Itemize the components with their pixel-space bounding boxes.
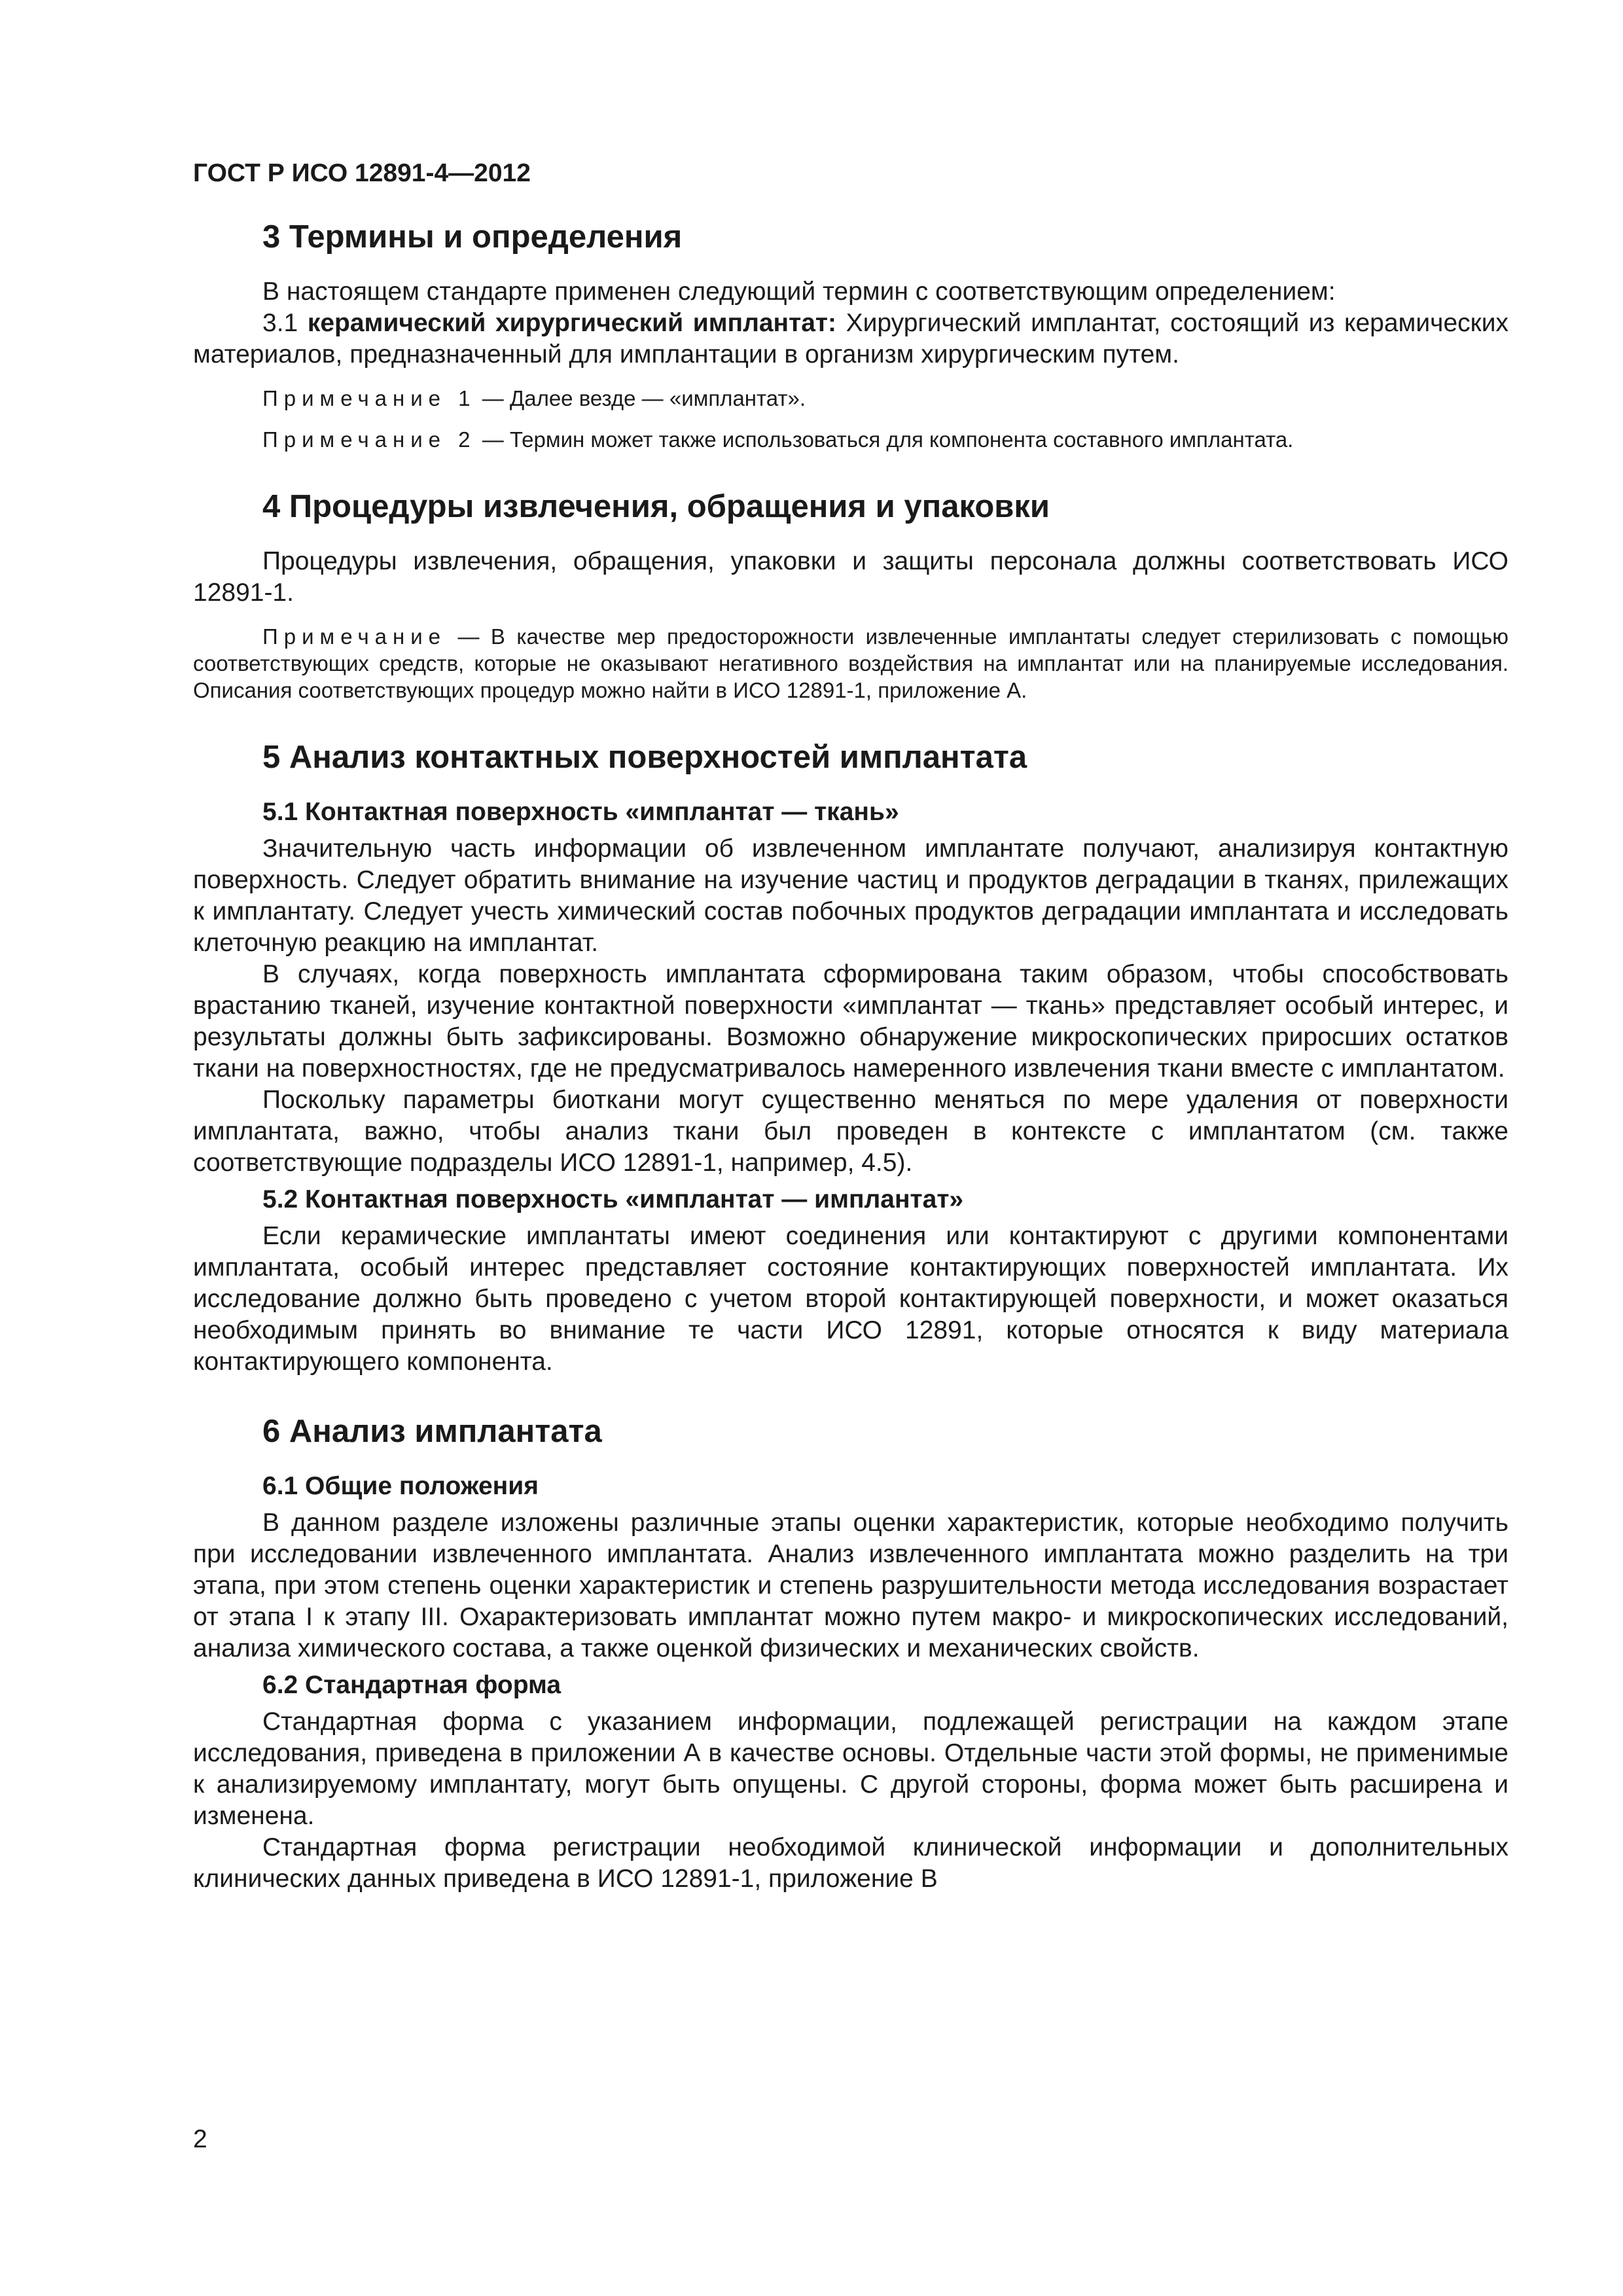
subsection-5-2-title: 5.2 Контактная поверхность «имплантат — имплантат» [262,1185,964,1213]
document-header: ГОСТ Р ИСО 12891-4—2012 [193,159,531,187]
note-1 [193,385,1508,412]
note-1-label: Примечание 1 [262,386,476,410]
section-5-title: 5 Анализ контактных поверхностей имплантата [262,740,1027,775]
section-4-paragraph: Процедуры извлечения, обращения, упаковки и защиты персонала должны соответствовать ИСО 12891-1. [193,547,1508,607]
section-3-title: 3 Термины и определения [262,219,683,255]
section-4-note [193,623,1508,704]
section-4-title: 4 Процедуры извлечения, обращения и упаковки [262,489,1050,524]
definition-number: 3.1 [262,309,298,337]
subsection-5-1-paragraph-2: В случаях, когда поверхность имплантата сформирована таким образом, чтобы способствовать врастанию тканей, изучение контактной поверхности «имплантат — ткань» представляет особый интерес, и результаты должны быть зафиксированы. Возможно обнаружение микроскопических приросших остатков ткани на поверхностностях, где не предусматривалось намеренного извлечения ткани вместе с имплантатом. [193,960,1508,1083]
definition-text: Хирургический имплантат, состоящий из керамических материалов, предназначенный для имплантации в организм хирургическим путем. [193,309,1508,368]
definition-term: керамический хирургический имплантат: [307,309,836,337]
subsection-6-2-paragraph-2: Стандартная форма регистрации необходимой клинической информации и дополнительных клинических данных приведена в ИСО 12891-1, приложение В [193,1833,1508,1893]
note-2 [193,426,1508,453]
subsection-5-1-title: 5.1 Контактная поверхность «имплантат — ткань» [262,798,899,826]
subsection-6-2-paragraph-1: Стандартная форма с указанием информации, подлежащей регистрации на каждом этапе исследования, приведена в приложении А в качестве основы. Отдельные части этой формы, не применимые к анализируемому имплантату, могут быть опущены. С другой стороны, форма может быть расширена и изменена. [193,1708,1508,1830]
section-3-intro: В настоящем стандарте применен следующий термин с соответствующим определением: [262,278,1336,306]
section-4-note-text: — В качестве мер предосторожности извлеченные имплантаты следует стерилизовать с помощью соответствующих средств, которые не оказывают негативного воздействия на имплантат или на планируемые исследования. Описания соответствующих процедур можно найти в ИСО 12891-1, приложение А. [193,624,1508,702]
note-2-label: Примечание 2 [262,427,476,452]
definition-3-1 [193,308,1508,370]
subsection-5-1-paragraph-1: Значительную часть информации об извлеченном имплантате получают, анализируя контактную поверхность. Следует обратить внимание на изучение частиц и продуктов деградации в тканях, прилежащих к имплантату. Следует учесть химический состав побочных продуктов деградации имплантата и исследовать клеточную реакцию на имплантат. [193,834,1508,957]
note-2-text: — Термин может также использоваться для компонента составного имплантата. [476,427,1294,452]
subsection-5-1-paragraph-3: Поскольку параметры биоткани могут существенно меняться по мере удаления от поверхности имплантата, важно, чтобы анализ ткани был проведен в контексте с имплантатом (см. также соответствующие подразделы ИСО 12891-1, например, 4.5). [193,1086,1508,1177]
section-6-title: 6 Анализ имплантата [262,1414,602,1449]
subsection-5-2-paragraph-1: Если керамические имплантаты имеют соединения или контактируют с другими компонентами имплантата, особый интерес представляет состояние контактирующих поверхностей имплантата. Их исследование должно быть проведено с учетом второй контактирующей поверхности, и может оказаться необходимым принять во внимание те части ИСО 12891, которые относятся к виду материала контактирующего компонента. [193,1222,1508,1376]
note-1-text: — Далее везде — «имплантат». [476,386,806,410]
subsection-6-2-title: 6.2 Стандартная форма [262,1671,562,1699]
subsection-6-1-title: 6.1 Общие положения [262,1472,539,1500]
section-4-note-label: Примечание [262,624,447,649]
page-number: 2 [193,2125,207,2153]
document-page [193,157,1508,1895]
subsection-6-1-paragraph-1: В данном разделе изложены различные этапы оценки характеристик, которые необходимо получить при исследовании извлеченного имплантата. Анализ извлеченного имплантата можно разделить на три этапа, при этом степень оценки характеристик и степень разрушительности метода исследования возрастает от этапа I к этапу III. Охарактеризовать имплантат можно путем макро- и микроскопических исследований, анализа химического состава, а также оценкой физических и механических свойств. [193,1509,1508,1662]
